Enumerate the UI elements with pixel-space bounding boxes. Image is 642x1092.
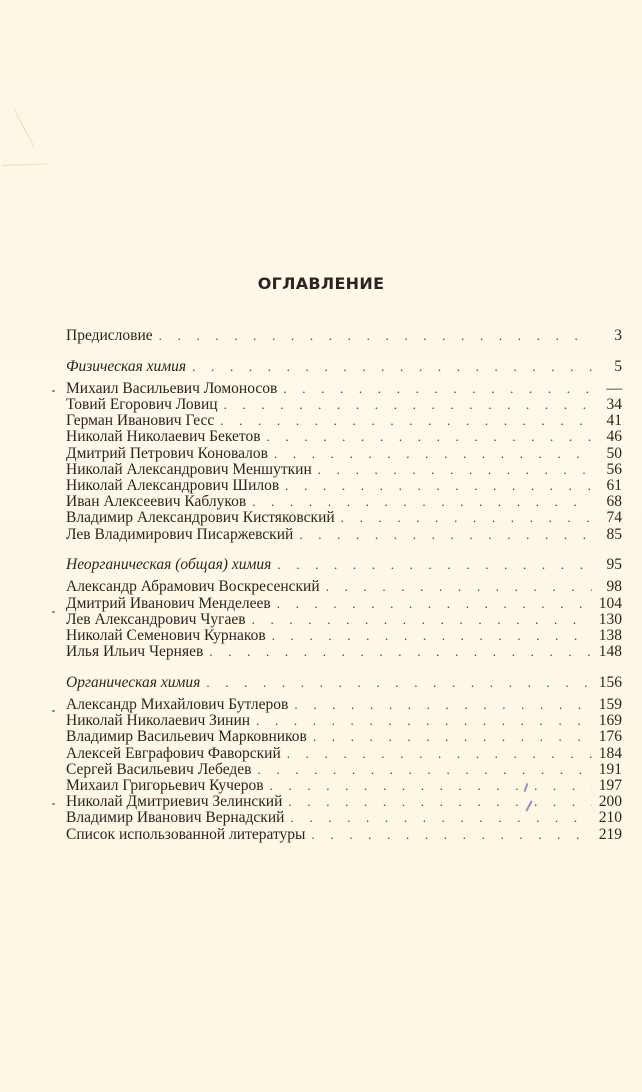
entry-title: Алексей Евграфович Фаворский <box>66 744 281 762</box>
toc-entry[interactable] <box>66 446 622 462</box>
dot-leader <box>220 413 592 429</box>
dot-leader <box>294 697 592 713</box>
page-number: 169 <box>598 712 622 730</box>
toc-entry[interactable] <box>66 612 622 628</box>
toc-entry[interactable] <box>66 579 622 595</box>
page-number: 104 <box>598 594 622 612</box>
dot-leader <box>277 596 592 612</box>
entry-title: Лев Владимирович Писаржевский <box>66 525 294 543</box>
toc-entry[interactable] <box>66 644 622 660</box>
page-number: 184 <box>598 744 622 762</box>
page-number: 61 <box>606 477 622 494</box>
entry-title: Илья Ильич Черняев <box>66 643 204 661</box>
page-number: 98 <box>606 578 622 596</box>
dot-leader <box>318 462 592 478</box>
entry-title: Михаил Васильевич Ломоносов <box>66 379 278 397</box>
dot-leader <box>252 612 592 628</box>
page-number: 210 <box>598 809 622 827</box>
dot-leader <box>341 510 592 526</box>
toc-entry[interactable] <box>66 628 622 644</box>
dot-leader <box>270 778 592 794</box>
toc-entry[interactable] <box>66 429 622 445</box>
toc-entry[interactable] <box>66 397 622 413</box>
toc-section[interactable] <box>66 675 622 691</box>
page-number: 56 <box>606 460 622 478</box>
page-number: 156 <box>598 673 622 691</box>
entry-title: Сергей Васильевич Лебедев <box>66 760 252 778</box>
toc-entry[interactable] <box>66 510 622 526</box>
entry-title: Александр Абрамович Воскресенский <box>66 578 320 596</box>
entry-title: Владимир Васильевич Марковников <box>66 728 307 746</box>
page-number: 138 <box>598 627 622 644</box>
entry-title: Александр Михайлович Бутлеров <box>66 696 289 714</box>
dot-leader <box>287 746 592 762</box>
entry-title: Список использованной литературы <box>66 825 306 843</box>
dot-leader <box>277 557 592 573</box>
page-number: 148 <box>598 643 622 661</box>
margin-mark <box>52 390 55 392</box>
section-gap <box>66 543 622 558</box>
entry-title: Предисловие <box>66 327 153 344</box>
entry-title: Николай Дмитриевич Зелинский <box>66 793 283 811</box>
dot-leader <box>299 527 592 543</box>
page-number: 68 <box>606 493 622 511</box>
dot-leader <box>224 397 592 413</box>
page-number: 3 <box>614 327 622 344</box>
entry-title: Николай Александрович Меншуткин <box>66 460 312 478</box>
dot-leader <box>256 713 592 729</box>
page-number: 200 <box>598 793 622 811</box>
dot-leader <box>209 644 592 660</box>
entry-title: Владимир Иванович Вернадский <box>66 809 285 827</box>
page-number: — <box>606 379 622 397</box>
entry-title: Николай Александрович Шилов <box>66 477 280 494</box>
toc-entry[interactable] <box>66 827 622 843</box>
reverse-page-show-through <box>150 60 630 79</box>
page-number: 34 <box>606 396 622 414</box>
dot-leader <box>257 762 592 778</box>
section-title: Физическая химия <box>66 357 187 375</box>
page-number: 46 <box>606 428 622 446</box>
toc-entry[interactable] <box>66 381 622 397</box>
toc-entry[interactable] <box>66 794 622 810</box>
page-number: 41 <box>606 412 622 430</box>
margin-mark <box>52 710 55 712</box>
page-number: 197 <box>598 777 622 794</box>
toc-entry[interactable] <box>66 494 622 510</box>
toc-entry[interactable] <box>66 762 622 778</box>
toc-entry[interactable] <box>66 746 622 762</box>
toc-entry[interactable] <box>66 478 622 494</box>
page-number: 159 <box>598 696 622 714</box>
section-title: Органическая химия <box>66 673 201 691</box>
entry-title: Иван Алексеевич Каблуков <box>66 493 247 511</box>
toc-entry[interactable] <box>66 713 622 729</box>
fold-mark <box>13 108 35 147</box>
entry-title: Владимир Александрович Кистяковский <box>66 509 335 527</box>
dot-leader <box>274 446 592 462</box>
toc-entry[interactable] <box>66 462 622 478</box>
page-number: 95 <box>606 556 622 574</box>
entry-title: Дмитрий Иванович Менделеев <box>66 594 271 612</box>
dot-leader <box>290 810 592 826</box>
dot-leader <box>192 359 592 375</box>
dot-leader <box>313 729 592 745</box>
entry-title: Николай Семенович Курнаков <box>66 627 266 644</box>
dot-leader <box>285 478 592 494</box>
dot-leader <box>288 794 592 810</box>
toc-entry[interactable] <box>66 697 622 713</box>
page-number: 191 <box>598 760 622 778</box>
toc-entry[interactable] <box>66 778 622 794</box>
margin-mark <box>52 803 55 805</box>
entry-title: Товий Егорович Ловиц <box>66 396 218 414</box>
page-number: 176 <box>598 728 622 746</box>
toc-entry[interactable] <box>66 527 622 543</box>
entry-title: Герман Иванович Гесс <box>66 412 215 430</box>
page-number: 5 <box>614 357 622 375</box>
toc-section[interactable] <box>66 557 622 573</box>
table-of-contents <box>66 328 622 843</box>
page-number: 50 <box>606 444 622 462</box>
dot-leader <box>252 494 592 510</box>
section-title: Неорганическая (общая) химия <box>66 556 272 574</box>
entry-title: Лев Александрович Чугаев <box>66 610 246 628</box>
fold-mark <box>2 163 47 166</box>
dot-leader <box>311 827 592 843</box>
toc-entry[interactable] <box>66 413 622 429</box>
page-number: 74 <box>606 509 622 527</box>
dot-leader <box>159 328 592 344</box>
toc-entry[interactable] <box>66 729 622 745</box>
dot-leader <box>272 628 592 644</box>
section-gap <box>66 344 622 359</box>
toc-section[interactable] <box>66 359 622 375</box>
dot-leader <box>267 429 592 445</box>
dot-leader <box>326 579 592 595</box>
page-number: 130 <box>598 610 622 628</box>
dot-leader <box>283 381 592 397</box>
entry-title: Михаил Григорьевич Кучеров <box>66 777 264 794</box>
page-number: 85 <box>606 525 622 543</box>
margin-mark <box>52 611 55 613</box>
entry-title: Николай Николаевич Бекетов <box>66 428 261 446</box>
page-title: ОГЛАВЛЕНИЕ <box>257 273 385 293</box>
toc-entry[interactable] <box>66 596 622 612</box>
section-gap <box>66 660 622 675</box>
toc-entry[interactable] <box>66 810 622 826</box>
toc-entry[interactable] <box>66 328 622 344</box>
entry-title: Николай Николаевич Зинин <box>66 712 251 730</box>
dot-leader <box>206 675 592 691</box>
entry-title: Дмитрий Петрович Коновалов <box>66 444 268 462</box>
page-number: 219 <box>598 825 622 843</box>
